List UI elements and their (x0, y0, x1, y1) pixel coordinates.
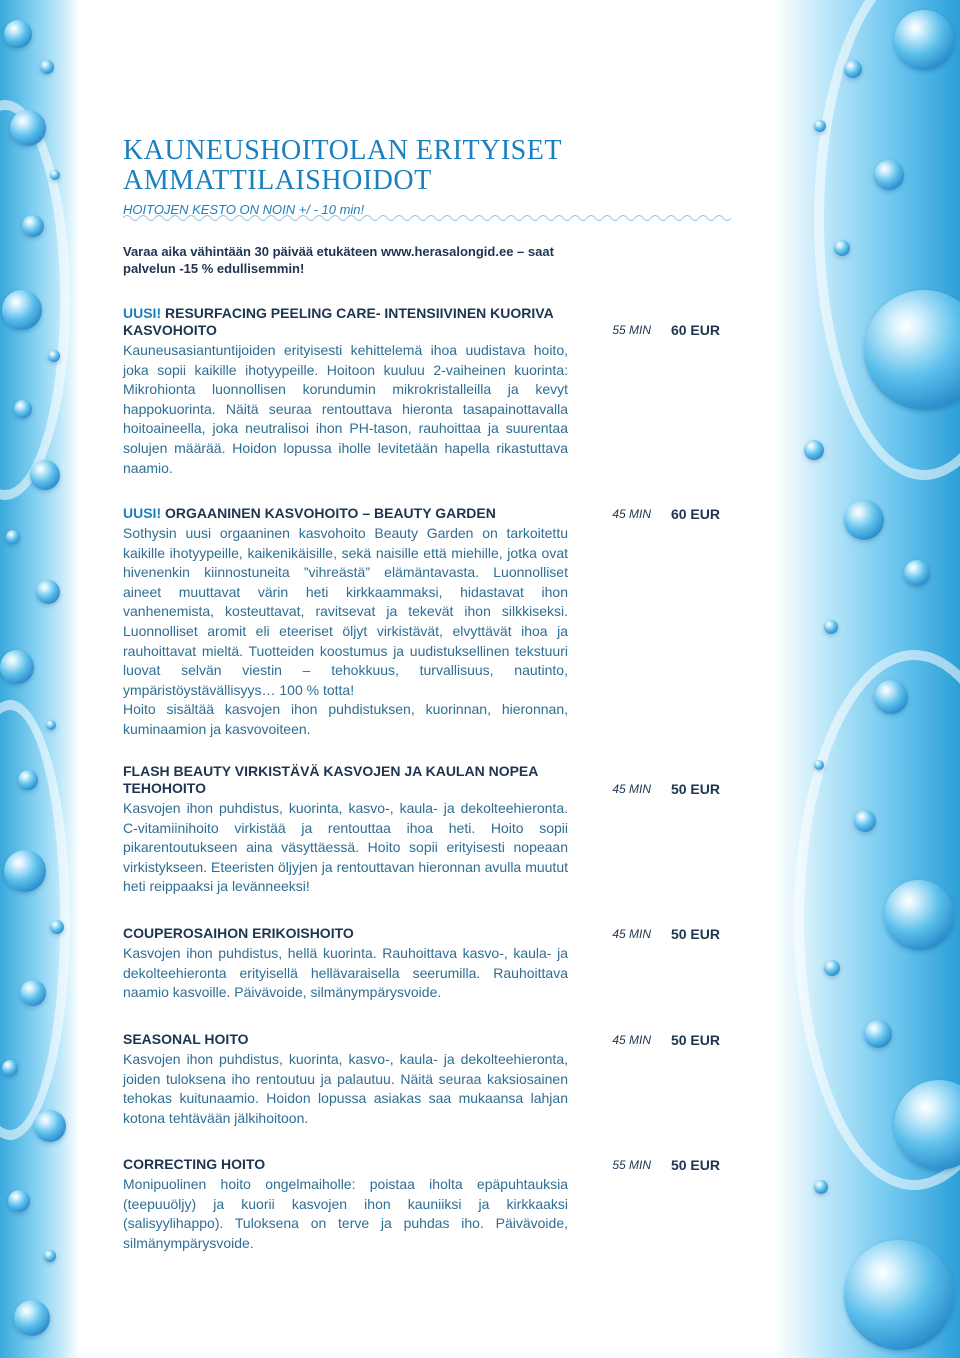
treatment-price: 60 EUR (670, 506, 720, 522)
treatment-title: SEASONAL HOITO (123, 1031, 249, 1047)
wavy-divider (123, 212, 731, 224)
treatment-duration: 45 MIN (612, 927, 651, 941)
treatment-price: 60 EUR (670, 322, 720, 338)
page-subtitle: HOITOJEN KESTO ON NOIN +/ - 10 min! (123, 202, 365, 217)
treatment-price: 50 EUR (670, 1157, 720, 1173)
treatment-item (123, 1156, 723, 1253)
treatment-title: CORRECTING HOITO (123, 1156, 266, 1172)
treatment-item (123, 505, 723, 740)
treatment-title: UUSI! RESURFACING PEELING CARE- INTENSIIVINEN KUORIVA KASVOHOITO (123, 305, 554, 338)
treatment-description: Kasvojen ihon puhdistus, kuorinta, kasvo-, kaula- ja dekolteehieronta, joiden tuloksena iho rentoutuu ja palautuu. Näitä seuraa kaksiosainen tehokas kuitunaamio. Hoidon lopussa asiakas saa mukaansa lahjan kotona tehtävään jälkihoitoon. (123, 1051, 568, 1126)
treatment-duration: 55 MIN (612, 1158, 651, 1172)
treatment-duration: 45 MIN (612, 782, 651, 796)
treatment-item (123, 925, 723, 1003)
right-bubble-decoration (774, 0, 960, 1358)
treatment-description: Kasvojen ihon puhdistus, hellä kuorinta. Rauhoittava kasvo-, kaula- ja dekolteehieronta erityisellä hellävaraisella seerumilla. Rauhoittava naamio kasvoille. Päivävoide, silmänympärysvoide. (123, 945, 568, 1001)
treatment-duration: 55 MIN (612, 323, 651, 337)
treatment-duration: 45 MIN (612, 1033, 651, 1047)
treatment-description: Kauneusasiantuntijoiden erityisesti kehittelemä ihoa uudistava hoito, joka sopii kaikille ihotyypeille. Hoitoon kuuluu 2-vaiheinen kuorinta: Mikrohionta luonnollisen korundumin mikrokristalleilla ja kevyt happokuorinta. Näitä seuraa rentouttava hieronta tasapainottavalla hoitoaineella, joka neutralisoi ihon PH-tason, rauhoittaa ja suurentaa solujen määrää. Hoidon lopussa iholle levitetään hapella rikastuttava naamio. (123, 342, 568, 476)
treatment-duration: 45 MIN (612, 507, 651, 521)
treatment-description: Kasvojen ihon puhdistus, kuorinta, kasvo-, kaula- ja dekolteehieronta. C-vitamiinihoito virkistää ja rentouttaa ihoa heti. Hoito sopii pikarentoutukseen aina väsyttäessä. Hoito sopii erityisesti nopeaan virkistykseen. Eteeristen öljyjen ja rentouttavan hieronnan avulla muutut heti reippaaksi ja levänneeksi! (123, 800, 568, 895)
treatment-description: Monipuolinen hoito ongelmaiholle: poistaa iholta epäpuhtauksia (teepuuöljy) ja kuorii kasvojen ihon kauniiksi ja kirkkaaksi (salisyylihappo). Tuloksena on terve ja puhdas iho. Päivävoide, silmänympärysvoide. (123, 1176, 568, 1251)
treatment-title: FLASH BEAUTY VIRKISTÄVÄ KASVOJEN JA KAULAN NOPEA TEHOHOITO (123, 763, 538, 796)
treatment-item (123, 1031, 723, 1128)
treatment-title: UUSI! ORGAANINEN KASVOHOITO – BEAUTY GARDEN (123, 505, 496, 521)
treatment-item (123, 763, 723, 897)
new-label: UUSI! (123, 305, 162, 321)
treatment-description-extra: Hoito sisältää kasvojen ihon puhdistuksen, kuorinnan, hieronnan, kuminaamion ja kasvovoiteen. (123, 701, 568, 737)
page-title: KAUNEUSHOITOLAN ERITYISET AMMATTILAISHOIDOT (123, 135, 562, 196)
treatment-price: 50 EUR (670, 781, 720, 797)
treatment-price: 50 EUR (670, 926, 720, 942)
treatment-description: Sothysin uusi orgaaninen kasvohoito Beauty Garden on tarkoitettu kaikille ihotyypeille, kaikenikäisille, sekä naisille että miehille, jotka ovat hivenenkin kiinnostuneita ”vihreästä” elämäntavasta. Luonnolliset aineet muuttavat värin heti kirkkaammaksi, hidastavat ihon vanhenemista, kosteuttavat, ravitsevat ja tekevät ihon silkkiseksi. Luonnolliset aromit eli eteeriset öljyt virkistävät, elvyttävät ihoa ja rauhoittavat mieltä. Tuotteiden koostumus ja uudistuksellinen tekstuuri luovat selvän viestin – tehokkuus, turvallisuus, nautinto, ympäristöystävällisyys… 100 % totta! (123, 525, 568, 698)
treatment-price: 50 EUR (670, 1032, 720, 1048)
new-label: UUSI! (123, 505, 162, 521)
treatment-title: COUPEROSAIHON ERIKOISHOITO (123, 925, 354, 941)
booking-notice: Varaa aika vähintään 30 päivää etukäteen www.herasalongid.ee – saat palvelun -15 % edullisemmin! (123, 244, 554, 276)
left-bubble-decoration (0, 0, 80, 1358)
treatment-item (123, 305, 723, 478)
